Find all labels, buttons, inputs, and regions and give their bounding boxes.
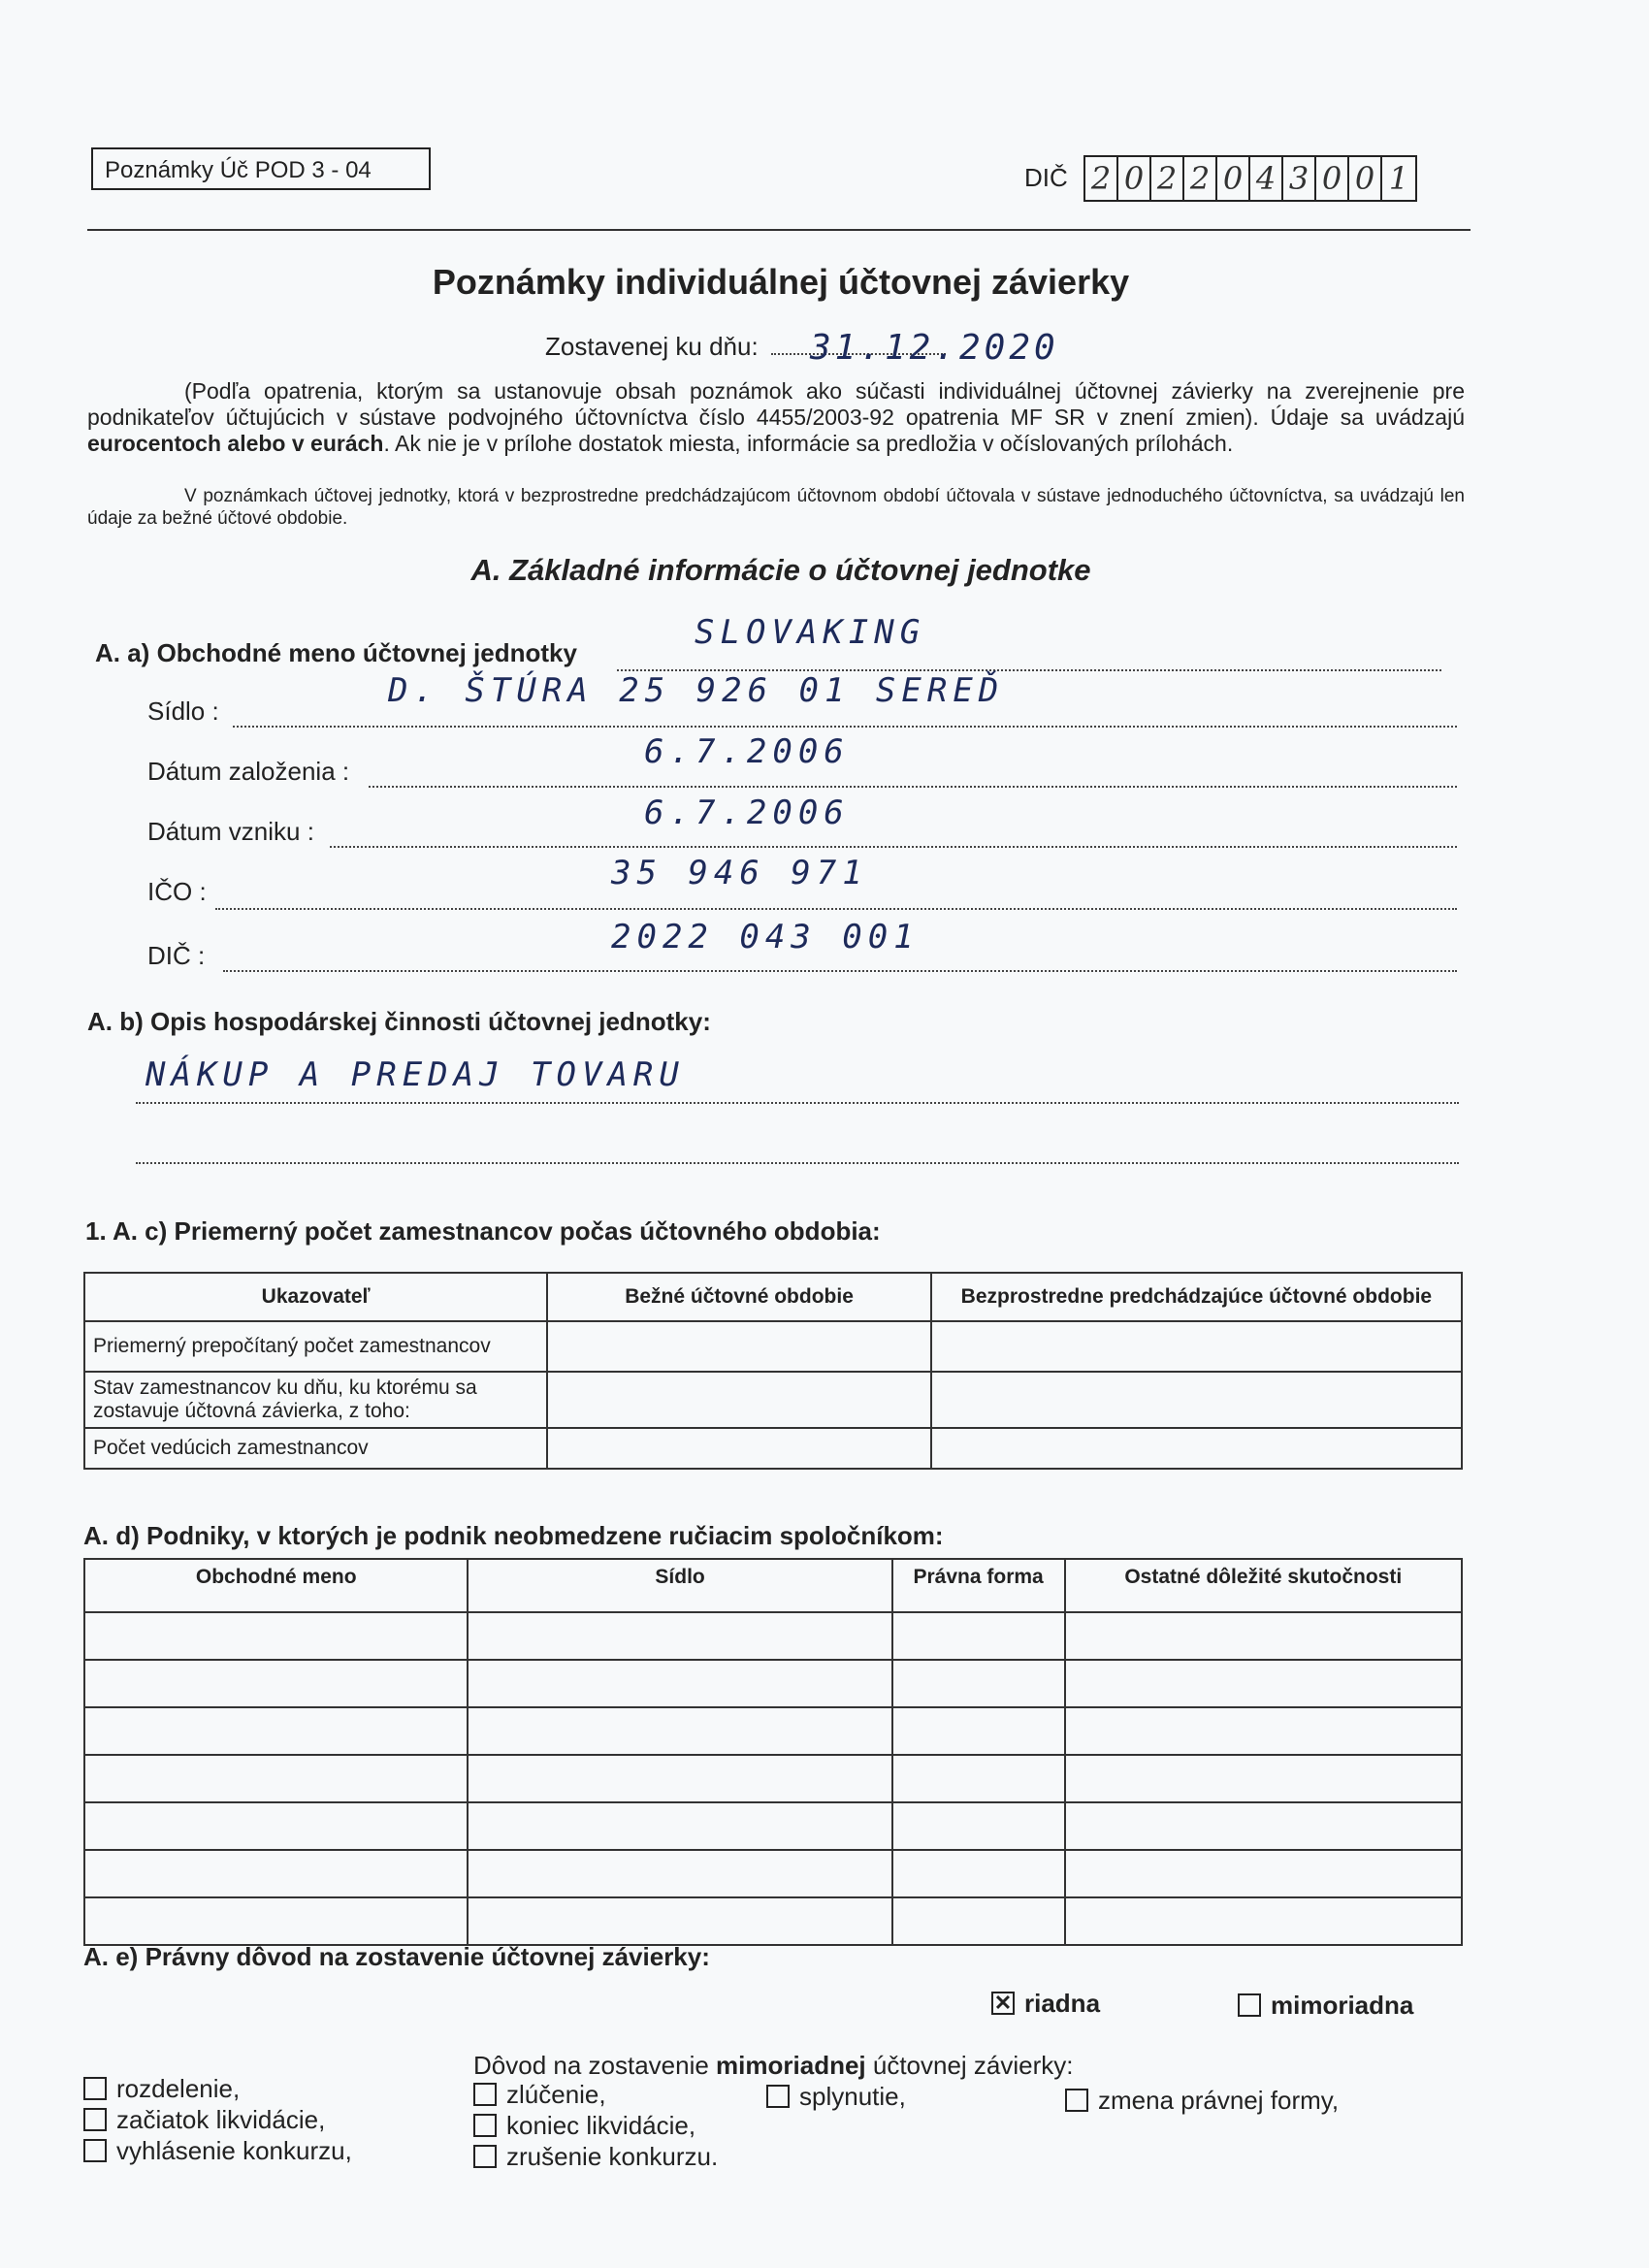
partner-companies-table: [83, 1558, 1463, 1946]
option-zrusenie-konkurzu[interactable]: [473, 2142, 718, 2172]
table-cell[interactable]: [468, 1707, 891, 1755]
table-cell[interactable]: [468, 1802, 891, 1850]
option-riadna[interactable]: [991, 1989, 1100, 2019]
table-cell[interactable]: [547, 1372, 930, 1428]
date-line: [545, 328, 1059, 368]
header-dic-label: DIČ: [1024, 163, 1068, 192]
dic-value: 2022 043 001: [611, 918, 920, 956]
table-row: [84, 1428, 1462, 1469]
dic-field[interactable]: [223, 970, 1457, 972]
option-label: zlúčenie,: [506, 2080, 606, 2109]
section-ac-label: 1. A. c) Priemerný počet zamestnancov počas účtovného obdobia:: [85, 1216, 881, 1246]
activity-line-1[interactable]: [136, 1102, 1459, 1104]
form-code-box: Poznámky Úč POD 3 - 04: [91, 147, 431, 190]
table-cell[interactable]: [547, 1321, 930, 1372]
dic-digit-cell[interactable]: 0: [1316, 157, 1349, 200]
table-row: [84, 1660, 1462, 1707]
option-label: zmena právnej formy,: [1098, 2086, 1340, 2115]
activity-value: NÁKUP A PREDAJ TOVARU: [146, 1055, 685, 1094]
activity-line-2[interactable]: [136, 1162, 1459, 1164]
table-cell[interactable]: [1065, 1897, 1462, 1945]
ico-value: 35 946 971: [611, 854, 868, 892]
table-row: [84, 1372, 1462, 1428]
intro-note: V poznámkach účtovej jednotky, ktorá v bezprostredne predchádzajúcom účtovnom období účtovala v sústave jednoduchého účtovníctva, sa uvádzajú len údaje za bežné účtové obdobie.: [87, 486, 1465, 529]
table-cell[interactable]: [547, 1428, 930, 1469]
section-aa-label: A. a) Obchodné meno účtovnej jednotky: [95, 638, 577, 667]
table-cell[interactable]: [892, 1897, 1065, 1945]
table-row: [84, 1755, 1462, 1802]
mimoriadna-checkbox[interactable]: [1238, 1993, 1261, 2017]
header-dic-boxes[interactable]: [1083, 155, 1417, 202]
dic-digit-cell[interactable]: 2: [1151, 157, 1184, 200]
checkbox[interactable]: [473, 2114, 497, 2137]
table-cell[interactable]: [1065, 1707, 1462, 1755]
checkbox[interactable]: [473, 2145, 497, 2168]
option-label: začiatok likvidácie,: [116, 2105, 326, 2134]
table-cell[interactable]: [84, 1612, 468, 1660]
column-header: Sídlo: [468, 1559, 891, 1612]
option-zaciatok-likvidacie[interactable]: [83, 2105, 325, 2135]
seat-value: D. ŠTÚRA 25 926 01 SEREĎ: [388, 671, 1005, 710]
date-field[interactable]: [771, 328, 1059, 368]
seat-label: Sídlo :: [147, 697, 219, 726]
option-rozdelenie[interactable]: [83, 2074, 240, 2104]
option-zmena-pravnej-formy[interactable]: [1065, 2086, 1339, 2116]
date-label: Zostavenej ku dňu:: [545, 332, 759, 361]
option-label: koniec likvidácie,: [506, 2111, 696, 2140]
dic-digit-cell[interactable]: 2: [1085, 157, 1118, 200]
origin-label: Dátum vzniku :: [147, 817, 314, 846]
column-header: Bežné účtovné obdobie: [547, 1273, 930, 1321]
table-cell[interactable]: [892, 1755, 1065, 1802]
date-value: 31.12.2020: [809, 328, 1059, 368]
row-label: Počet vedúcich zamestnancov: [84, 1428, 547, 1469]
founded-label: Dátum založenia :: [147, 757, 350, 786]
table-row: [84, 1850, 1462, 1897]
section-ae-label: A. e) Právny dôvod na zostavenie účtovnej závierky:: [83, 1942, 710, 1971]
reason-bold: mimoriadnej: [716, 2051, 866, 2080]
table-cell[interactable]: [892, 1612, 1065, 1660]
dic-digit-cell[interactable]: 1: [1388, 160, 1409, 197]
intro-text-bold: eurocentoch alebo v eurách: [87, 431, 384, 456]
row-label: Priemerný prepočítaný počet zamestnancov: [84, 1321, 547, 1372]
table-row: [84, 1707, 1462, 1755]
founded-value: 6.7.2006: [644, 732, 850, 771]
table-cell[interactable]: [84, 1897, 468, 1945]
checkbox[interactable]: [83, 2077, 107, 2100]
dic-digit-cell[interactable]: 4: [1250, 157, 1283, 200]
option-label: zrušenie konkurzu.: [506, 2142, 719, 2171]
column-header: Bezprostredne predchádzajúce účtovné obdobie: [931, 1273, 1462, 1321]
seat-field[interactable]: [233, 726, 1457, 728]
extraordinary-reason-heading: [473, 2051, 1074, 2081]
table-row: [84, 1612, 1462, 1660]
page-title: Poznámky individuálnej účtovnej závierky: [432, 262, 1130, 302]
checkbox[interactable]: [473, 2083, 497, 2106]
employees-table: [83, 1272, 1463, 1470]
column-header: Ostatné dôležité skutočnosti: [1065, 1559, 1462, 1612]
dic-digit-cell[interactable]: 2: [1184, 157, 1217, 200]
table-cell[interactable]: [84, 1707, 468, 1755]
riadna-label: riadna: [1024, 1989, 1101, 2018]
riadna-checkbox[interactable]: ✕: [991, 1992, 1015, 2015]
table-cell[interactable]: [468, 1755, 891, 1802]
table-header-row: [84, 1273, 1462, 1321]
column-header: Ukazovateľ: [84, 1273, 547, 1321]
intro-paragraph: [87, 378, 1465, 457]
table-cell[interactable]: [1065, 1660, 1462, 1707]
checkbox[interactable]: [83, 2108, 107, 2131]
dic-digit-cell[interactable]: 0: [1118, 157, 1151, 200]
table-row: [84, 1897, 1462, 1945]
table-cell[interactable]: [84, 1660, 468, 1707]
table-cell[interactable]: [1065, 1850, 1462, 1897]
option-splynutie[interactable]: [766, 2082, 906, 2112]
reason-prefix: Dôvod na zostavenie: [473, 2051, 717, 2080]
checkbox[interactable]: [766, 2085, 790, 2108]
option-zlucenie[interactable]: [473, 2080, 606, 2110]
origin-field[interactable]: [330, 846, 1457, 848]
section-a-title: A. Základné informácie o účtovnej jednotke: [470, 553, 1091, 587]
founded-field[interactable]: [369, 786, 1457, 788]
table-cell[interactable]: [84, 1850, 468, 1897]
intro-text-b: . Ak nie je v prílohe dostatok miesta, informácie sa predložia v očíslovaných prílohách.: [383, 431, 1234, 456]
section-ab-label: A. b) Opis hospodárskej činnosti účtovnej jednotky:: [87, 1007, 711, 1036]
mimoriadna-label: mimoriadna: [1271, 1991, 1414, 2020]
option-label: splynutie,: [799, 2082, 906, 2111]
option-mimoriadna[interactable]: [1238, 1991, 1413, 2021]
table-row: [84, 1321, 1462, 1372]
table-cell[interactable]: [892, 1707, 1065, 1755]
table-cell[interactable]: [931, 1428, 1462, 1469]
table-cell[interactable]: [1065, 1612, 1462, 1660]
table-cell[interactable]: [892, 1660, 1065, 1707]
table-cell[interactable]: [468, 1850, 891, 1897]
table-cell[interactable]: [1065, 1802, 1462, 1850]
table-cell[interactable]: [84, 1755, 468, 1802]
table-cell[interactable]: [468, 1897, 891, 1945]
table-cell[interactable]: [892, 1850, 1065, 1897]
table-cell[interactable]: [1065, 1755, 1462, 1802]
table-cell[interactable]: [468, 1660, 891, 1707]
intro-text-a: (Podľa opatrenia, ktorým sa ustanovuje obsah poznámok ako súčasti individuálnej účtovnej závierky na zverejnenie pre podnikateľov účtujúcich v sústave podvojného účtovníctva číslo 4455/2003-92 opatrenia MF SR v znení zmien). Údaje sa uvádzajú: [87, 378, 1465, 430]
table-row: [84, 1802, 1462, 1850]
checkbox[interactable]: [1065, 2089, 1088, 2112]
option-label: vyhlásenie konkurzu,: [116, 2136, 352, 2165]
option-koniec-likvidacie[interactable]: [473, 2111, 695, 2141]
section-ad-label: A. d) Podniky, v ktorých je podnik neobmedzene ručiacim spoločníkom:: [83, 1521, 944, 1550]
business-name-value: SLOVAKING: [695, 613, 926, 652]
dic-digit-cell[interactable]: 3: [1283, 157, 1316, 200]
header-divider: [87, 229, 1471, 231]
column-header: Právna forma: [892, 1559, 1065, 1612]
row-label: Stav zamestnancov ku dňu, ku ktorému sa zostavuje účtovná závierka, z toho:: [84, 1372, 547, 1428]
reason-suffix: účtovnej závierky:: [865, 2051, 1074, 2080]
ico-field[interactable]: [215, 908, 1457, 910]
table-cell[interactable]: [468, 1612, 891, 1660]
table-header-row: [84, 1559, 1462, 1612]
table-cell[interactable]: [84, 1802, 468, 1850]
dic-digit-cell[interactable]: 0: [1217, 157, 1250, 200]
column-header: Obchodné meno: [84, 1559, 468, 1612]
option-label: rozdelenie,: [116, 2074, 241, 2103]
option-vyhlasenie-konkurzu[interactable]: [83, 2136, 352, 2166]
table-cell[interactable]: [892, 1802, 1065, 1850]
origin-value: 6.7.2006: [644, 794, 850, 832]
ico-label: IČO :: [147, 877, 207, 906]
table-cell[interactable]: [931, 1372, 1462, 1428]
dic-digit-cell[interactable]: 0: [1349, 157, 1382, 200]
table-cell[interactable]: [931, 1321, 1462, 1372]
checkbox[interactable]: [83, 2139, 107, 2162]
dic-label: DIČ :: [147, 941, 206, 970]
